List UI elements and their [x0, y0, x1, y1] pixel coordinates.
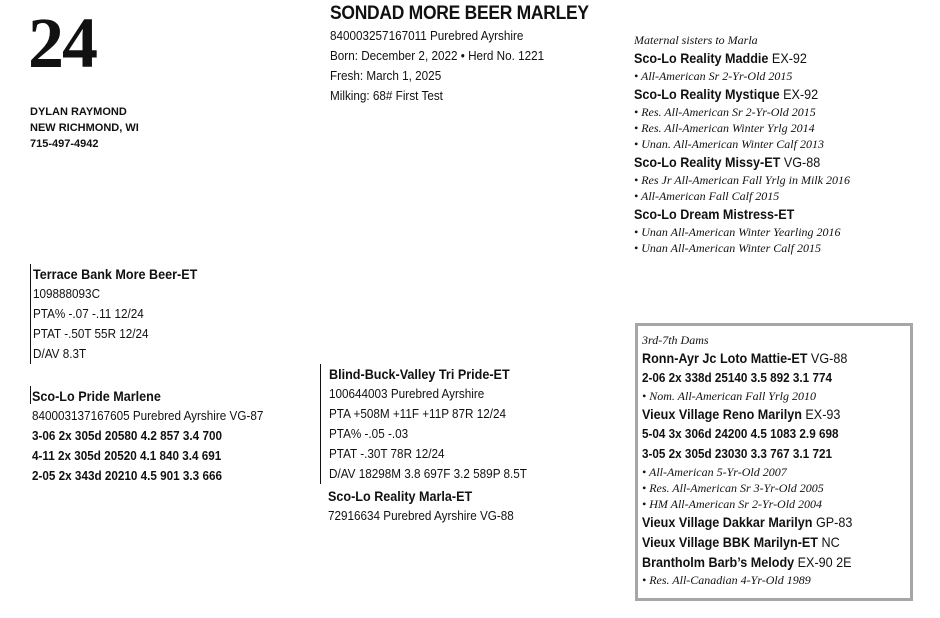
- maternal-grandsire-block: [320, 364, 549, 484]
- consignor-block: [30, 104, 139, 152]
- maternal-grandsire-line: D/AV 18298M 3.8 697F 3.2 589P 8.5T: [329, 466, 527, 481]
- sister-name: Sco-Lo Reality Missy-ET VG-88: [634, 154, 821, 170]
- sister-name: Sco-Lo Reality Mystique EX-92: [634, 86, 819, 102]
- sister-note: • All-American Fall Calf 2015: [634, 189, 780, 203]
- sister-name: Sco-Lo Dream Mistress-ET: [634, 206, 795, 222]
- dam-7-name: Brantholm Barb’s Melody EX-90 2E: [642, 554, 852, 570]
- animal-milking: Milking: 68# First Test: [330, 88, 443, 103]
- sire-line: D/AV 8.3T: [33, 346, 87, 361]
- consignor-phone: 715-497-4942: [30, 138, 99, 150]
- sister-note: • Unan. All-American Winter Calf 2013: [634, 137, 824, 151]
- dam-block: [30, 386, 289, 486]
- animal-born: Born: December 2, 2022 • Herd No. 1221: [330, 48, 545, 63]
- dam-7-note: • Res. All-Canadian 4-Yr-Old 1989: [642, 573, 811, 587]
- maternal-grandsire-line: PTAT -.30T 78R 12/24: [329, 446, 445, 461]
- consignor-name: DYLAN RAYMOND: [30, 106, 127, 118]
- dam-record: 4-11 2x 305d 20520 4.1 840 3.4 691: [32, 448, 222, 463]
- sister-note: • Res. All-American Sr 2-Yr-Old 2015: [634, 105, 816, 119]
- dams-box: [635, 323, 913, 601]
- lot-number: 24: [28, 3, 96, 83]
- animal-header: [330, 2, 611, 106]
- maternal-grandsire-line: PTA +508M +11F +11P 87R 12/24: [329, 406, 507, 421]
- granddam-block: [328, 486, 534, 526]
- dam-3-note: • Nom. All-American Fall Yrlg 2010: [642, 389, 816, 403]
- maternal-grandsire-line: 100644003 Purebred Ayrshire: [329, 386, 485, 401]
- dam-4-record: 3-05 2x 305d 23030 3.3 767 3.1 721: [642, 446, 832, 461]
- granddam-line: 72916634 Purebred Ayrshire VG-88: [328, 508, 514, 523]
- dams-box-heading: 3rd-7th Dams: [642, 333, 709, 347]
- animal-name: SONDAD MORE BEER MARLEY: [330, 3, 589, 24]
- animal-fresh: Fresh: March 1, 2025: [330, 68, 442, 83]
- sire-line: PTAT -.50T 55R 12/24: [33, 326, 149, 341]
- dam-4-note: • All-American 5-Yr-Old 2007: [642, 465, 787, 479]
- dam-name: Sco-Lo Pride Marlene: [32, 388, 161, 404]
- dam-5-name: Vieux Village Dakkar Marilyn GP-83: [642, 514, 853, 530]
- sister-note: • Unan All-American Winter Yearling 2016: [634, 225, 841, 239]
- granddam-name: Sco-Lo Reality Marla-ET: [328, 488, 473, 504]
- sire-line: PTA% -.07 -.11 12/24: [33, 306, 144, 321]
- maternal-grandsire-name: Blind-Buck-Valley Tri Pride-ET: [329, 366, 510, 382]
- maternal-grandsire-line: PTA% -.05 -.03: [329, 426, 409, 441]
- sister-note: • Unan All-American Winter Calf 2015: [634, 241, 821, 255]
- animal-id: 840003257167011 Purebred Ayrshire: [330, 28, 524, 43]
- dam-record: 3-06 2x 305d 20580 4.2 857 3.4 700: [32, 428, 222, 443]
- dam-4-note: • Res. All-American Sr 3-Yr-Old 2005: [642, 481, 824, 495]
- dam-3-record: 2-06 2x 338d 25140 3.5 892 3.1 774: [642, 370, 832, 385]
- dam-4-name: Vieux Village Reno Marilyn EX-93: [642, 406, 841, 422]
- maternal-sisters: [634, 32, 924, 256]
- maternal-sisters-heading: Maternal sisters to Marla: [634, 33, 758, 47]
- dam-id-line: 840003137167605 Purebred Ayrshire VG-87: [32, 408, 264, 423]
- sister-note: • Res. All-American Winter Yrlg 2014: [634, 121, 815, 135]
- sister-note: • Res Jr All-American Fall Yrlg in Milk 2016: [634, 173, 850, 187]
- dam-4-record: 5-04 3x 306d 24200 4.5 1083 2.9 698: [642, 426, 839, 441]
- sire-block: [30, 264, 216, 364]
- sire-name: Terrace Bank More Beer-ET: [33, 266, 198, 282]
- sister-name: Sco-Lo Reality Maddie EX-92: [634, 50, 807, 66]
- dam-6-name: Vieux Village BBK Marilyn-ET NC: [642, 534, 840, 550]
- consignor-location: NEW RICHMOND, WI: [30, 122, 139, 134]
- sister-note: • All-American Sr 2-Yr-Old 2015: [634, 69, 793, 83]
- sire-line: 109888093C: [33, 286, 101, 301]
- dam-record: 2-05 2x 343d 20210 4.5 901 3.3 666: [32, 468, 222, 483]
- dam-3-name: Ronn-Ayr Jc Loto Mattie-ET VG-88: [642, 350, 848, 366]
- dam-4-note: • HM All-American Sr 2-Yr-Old 2004: [642, 497, 823, 511]
